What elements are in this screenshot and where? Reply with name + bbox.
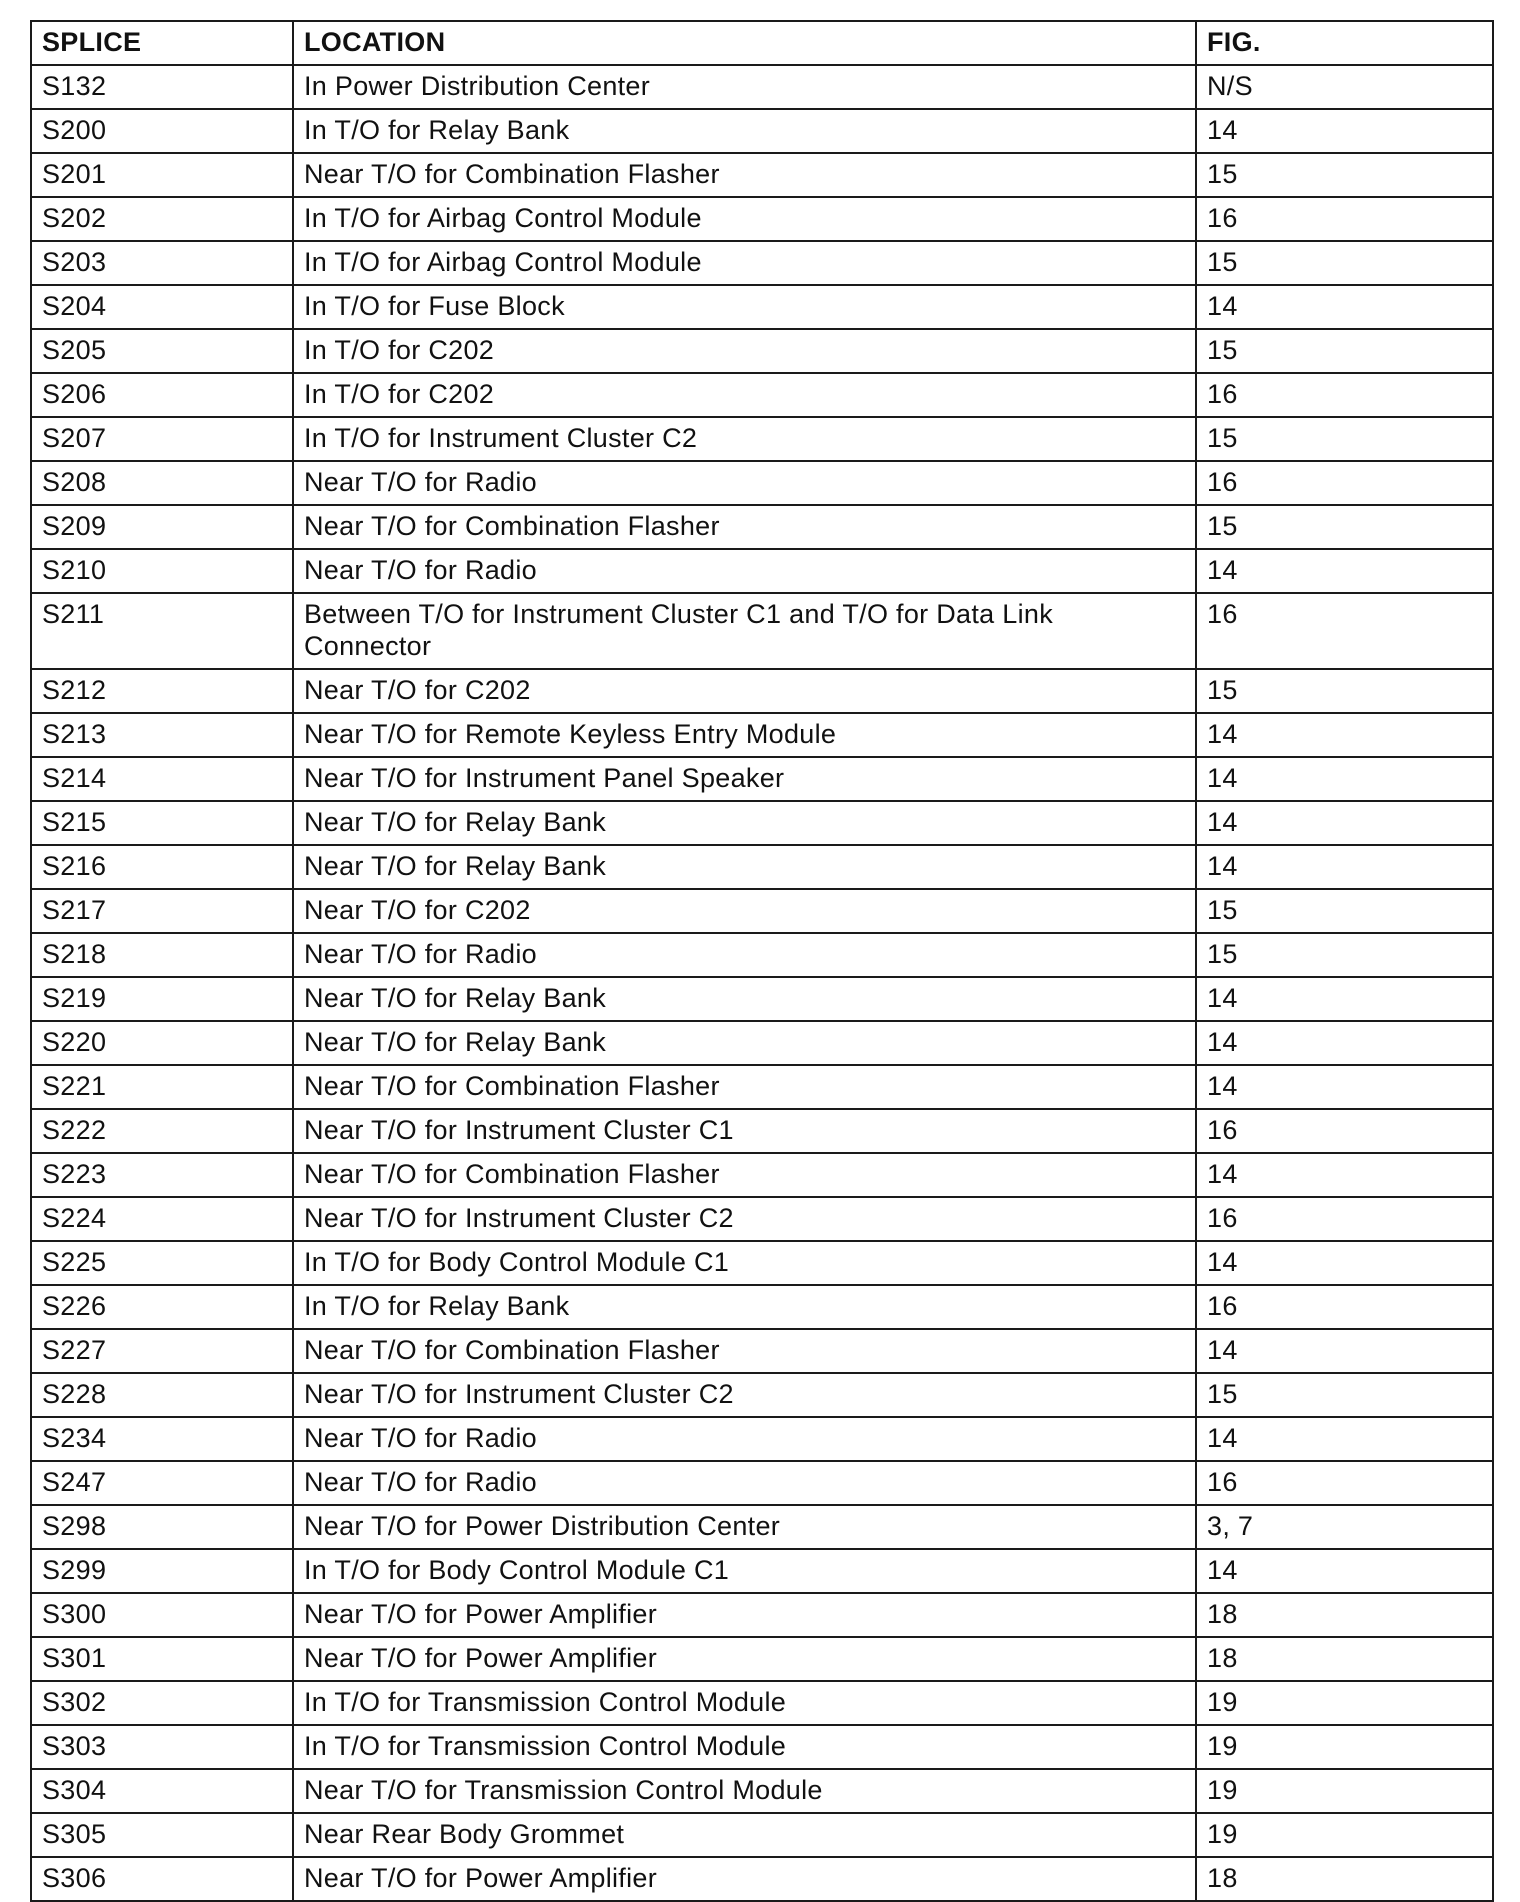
cell-location: Near T/O for Transmission Control Module: [293, 1769, 1196, 1813]
table-row: [31, 1065, 1493, 1109]
cell-location: Near T/O for Combination Flasher: [293, 505, 1196, 549]
cell-fig: 16: [1196, 1285, 1493, 1329]
cell-fig: 14: [1196, 845, 1493, 889]
cell-location: In T/O for Instrument Cluster C2: [293, 417, 1196, 461]
cell-location: Near T/O for Instrument Cluster C2: [293, 1197, 1196, 1241]
cell-location: In T/O for C202: [293, 329, 1196, 373]
cell-fig: 19: [1196, 1769, 1493, 1813]
cell-splice: S222: [31, 1109, 293, 1153]
cell-splice: S215: [31, 801, 293, 845]
table-row: [31, 845, 1493, 889]
cell-location: Near T/O for Radio: [293, 1417, 1196, 1461]
cell-location: In T/O for Transmission Control Module: [293, 1681, 1196, 1725]
cell-location: Near T/O for C202: [293, 889, 1196, 933]
table-row: [31, 1593, 1493, 1637]
cell-splice: S221: [31, 1065, 293, 1109]
table-row: [31, 1637, 1493, 1681]
cell-fig: 14: [1196, 1329, 1493, 1373]
cell-splice: S200: [31, 109, 293, 153]
cell-splice: S220: [31, 1021, 293, 1065]
cell-fig: 15: [1196, 241, 1493, 285]
cell-splice: S213: [31, 713, 293, 757]
table-row: [31, 1461, 1493, 1505]
cell-fig: 15: [1196, 329, 1493, 373]
table-row: [31, 417, 1493, 461]
cell-fig: 15: [1196, 505, 1493, 549]
table-row: [31, 1725, 1493, 1769]
cell-fig: 18: [1196, 1857, 1493, 1901]
table-row: [31, 669, 1493, 713]
table-row: [31, 757, 1493, 801]
header-fig: FIG.: [1196, 21, 1493, 65]
cell-splice: S225: [31, 1241, 293, 1285]
cell-location: Near T/O for Combination Flasher: [293, 153, 1196, 197]
cell-splice: S223: [31, 1153, 293, 1197]
cell-splice: S132: [31, 65, 293, 109]
cell-fig: 14: [1196, 1153, 1493, 1197]
cell-splice: S216: [31, 845, 293, 889]
cell-location: Near T/O for Combination Flasher: [293, 1329, 1196, 1373]
cell-location: In T/O for Fuse Block: [293, 285, 1196, 329]
cell-splice: S300: [31, 1593, 293, 1637]
table-row: [31, 1505, 1493, 1549]
cell-fig: 16: [1196, 1197, 1493, 1241]
cell-fig: 14: [1196, 1241, 1493, 1285]
cell-fig: 19: [1196, 1813, 1493, 1857]
table-row: [31, 1857, 1493, 1901]
cell-splice: S211: [31, 593, 293, 669]
cell-splice: S301: [31, 1637, 293, 1681]
cell-fig: 16: [1196, 593, 1493, 669]
table-row: [31, 285, 1493, 329]
table-row: [31, 1813, 1493, 1857]
table-row: [31, 713, 1493, 757]
cell-location: Near T/O for Radio: [293, 461, 1196, 505]
table-row: [31, 977, 1493, 1021]
table-row: [31, 373, 1493, 417]
cell-location: In Power Distribution Center: [293, 65, 1196, 109]
cell-location: In T/O for Relay Bank: [293, 1285, 1196, 1329]
cell-location: In T/O for Relay Bank: [293, 109, 1196, 153]
table-row: [31, 329, 1493, 373]
cell-fig: 14: [1196, 801, 1493, 845]
table-row: [31, 241, 1493, 285]
cell-location: Near Rear Body Grommet: [293, 1813, 1196, 1857]
cell-fig: 19: [1196, 1681, 1493, 1725]
cell-fig: 16: [1196, 197, 1493, 241]
table-row: [31, 1021, 1493, 1065]
cell-location: In T/O for Body Control Module C1: [293, 1549, 1196, 1593]
table-row: [31, 1769, 1493, 1813]
cell-location: Near T/O for Relay Bank: [293, 845, 1196, 889]
table-row: [31, 933, 1493, 977]
cell-fig: 19: [1196, 1725, 1493, 1769]
cell-fig: 15: [1196, 153, 1493, 197]
cell-location: In T/O for Transmission Control Module: [293, 1725, 1196, 1769]
cell-fig: 18: [1196, 1637, 1493, 1681]
cell-splice: S204: [31, 285, 293, 329]
cell-location: Near T/O for Radio: [293, 1461, 1196, 1505]
cell-location: Near T/O for Power Amplifier: [293, 1857, 1196, 1901]
cell-splice: S305: [31, 1813, 293, 1857]
table-row: [31, 889, 1493, 933]
cell-splice: S202: [31, 197, 293, 241]
table-row: [31, 1681, 1493, 1725]
cell-fig: 16: [1196, 1461, 1493, 1505]
cell-splice: S247: [31, 1461, 293, 1505]
cell-fig: 16: [1196, 373, 1493, 417]
cell-splice: S304: [31, 1769, 293, 1813]
cell-splice: S218: [31, 933, 293, 977]
table-row: [31, 1285, 1493, 1329]
cell-splice: S302: [31, 1681, 293, 1725]
table-row: [31, 1153, 1493, 1197]
cell-location: Near T/O for C202: [293, 669, 1196, 713]
cell-splice: S205: [31, 329, 293, 373]
table-row: [31, 801, 1493, 845]
cell-fig: 14: [1196, 713, 1493, 757]
splice-location-table: [30, 20, 1494, 1902]
table-row: [31, 1197, 1493, 1241]
table-row: [31, 153, 1493, 197]
cell-location: Between T/O for Instrument Cluster C1 and T/O for Data Link Connector: [293, 593, 1196, 669]
cell-fig: 14: [1196, 977, 1493, 1021]
cell-fig: 15: [1196, 417, 1493, 461]
cell-fig: 14: [1196, 285, 1493, 329]
cell-fig: 14: [1196, 1065, 1493, 1109]
cell-location: Near T/O for Relay Bank: [293, 801, 1196, 845]
cell-fig: 14: [1196, 1021, 1493, 1065]
cell-location: In T/O for C202: [293, 373, 1196, 417]
cell-fig: 14: [1196, 1417, 1493, 1461]
cell-location: Near T/O for Power Distribution Center: [293, 1505, 1196, 1549]
cell-location: Near T/O for Instrument Panel Speaker: [293, 757, 1196, 801]
cell-fig: 15: [1196, 669, 1493, 713]
cell-splice: S298: [31, 1505, 293, 1549]
header-splice: SPLICE: [31, 21, 293, 65]
table-row: [31, 1373, 1493, 1417]
cell-fig: 16: [1196, 461, 1493, 505]
table-row: [31, 1549, 1493, 1593]
table-body: [31, 65, 1493, 1901]
table-row: [31, 549, 1493, 593]
cell-splice: S219: [31, 977, 293, 1021]
cell-fig: 15: [1196, 933, 1493, 977]
cell-location: Near T/O for Combination Flasher: [293, 1065, 1196, 1109]
cell-location: Near T/O for Radio: [293, 549, 1196, 593]
cell-splice: S210: [31, 549, 293, 593]
cell-location: Near T/O for Relay Bank: [293, 977, 1196, 1021]
cell-fig: 14: [1196, 757, 1493, 801]
cell-fig: 14: [1196, 1549, 1493, 1593]
table-row: [31, 1109, 1493, 1153]
cell-splice: S207: [31, 417, 293, 461]
cell-location: Near T/O for Radio: [293, 933, 1196, 977]
table-header-row: [31, 21, 1493, 65]
cell-splice: S212: [31, 669, 293, 713]
table-row: [31, 1329, 1493, 1373]
cell-splice: S206: [31, 373, 293, 417]
cell-splice: S224: [31, 1197, 293, 1241]
cell-splice: S299: [31, 1549, 293, 1593]
cell-splice: S203: [31, 241, 293, 285]
cell-splice: S208: [31, 461, 293, 505]
cell-splice: S209: [31, 505, 293, 549]
cell-location: Near T/O for Power Amplifier: [293, 1637, 1196, 1681]
cell-fig: 16: [1196, 1109, 1493, 1153]
cell-splice: S214: [31, 757, 293, 801]
table-row: [31, 1417, 1493, 1461]
cell-location: Near T/O for Instrument Cluster C1: [293, 1109, 1196, 1153]
cell-splice: S201: [31, 153, 293, 197]
cell-fig: N/S: [1196, 65, 1493, 109]
cell-splice: S227: [31, 1329, 293, 1373]
header-location: LOCATION: [293, 21, 1196, 65]
cell-fig: 15: [1196, 1373, 1493, 1417]
table-row: [31, 593, 1493, 669]
cell-splice: S303: [31, 1725, 293, 1769]
cell-location: In T/O for Airbag Control Module: [293, 241, 1196, 285]
table-row: [31, 505, 1493, 549]
cell-location: Near T/O for Relay Bank: [293, 1021, 1196, 1065]
cell-location: Near T/O for Instrument Cluster C2: [293, 1373, 1196, 1417]
cell-fig: 18: [1196, 1593, 1493, 1637]
cell-location: In T/O for Body Control Module C1: [293, 1241, 1196, 1285]
cell-fig: 3, 7: [1196, 1505, 1493, 1549]
cell-fig: 15: [1196, 889, 1493, 933]
table-row: [31, 461, 1493, 505]
cell-fig: 14: [1196, 109, 1493, 153]
table-row: [31, 197, 1493, 241]
cell-splice: S306: [31, 1857, 293, 1901]
cell-location: In T/O for Airbag Control Module: [293, 197, 1196, 241]
table-row: [31, 109, 1493, 153]
cell-location: Near T/O for Power Amplifier: [293, 1593, 1196, 1637]
cell-location: Near T/O for Remote Keyless Entry Module: [293, 713, 1196, 757]
cell-location: Near T/O for Combination Flasher: [293, 1153, 1196, 1197]
cell-splice: S234: [31, 1417, 293, 1461]
table-row: [31, 65, 1493, 109]
cell-splice: S226: [31, 1285, 293, 1329]
cell-fig: 14: [1196, 549, 1493, 593]
cell-splice: S228: [31, 1373, 293, 1417]
cell-splice: S217: [31, 889, 293, 933]
table-row: [31, 1241, 1493, 1285]
